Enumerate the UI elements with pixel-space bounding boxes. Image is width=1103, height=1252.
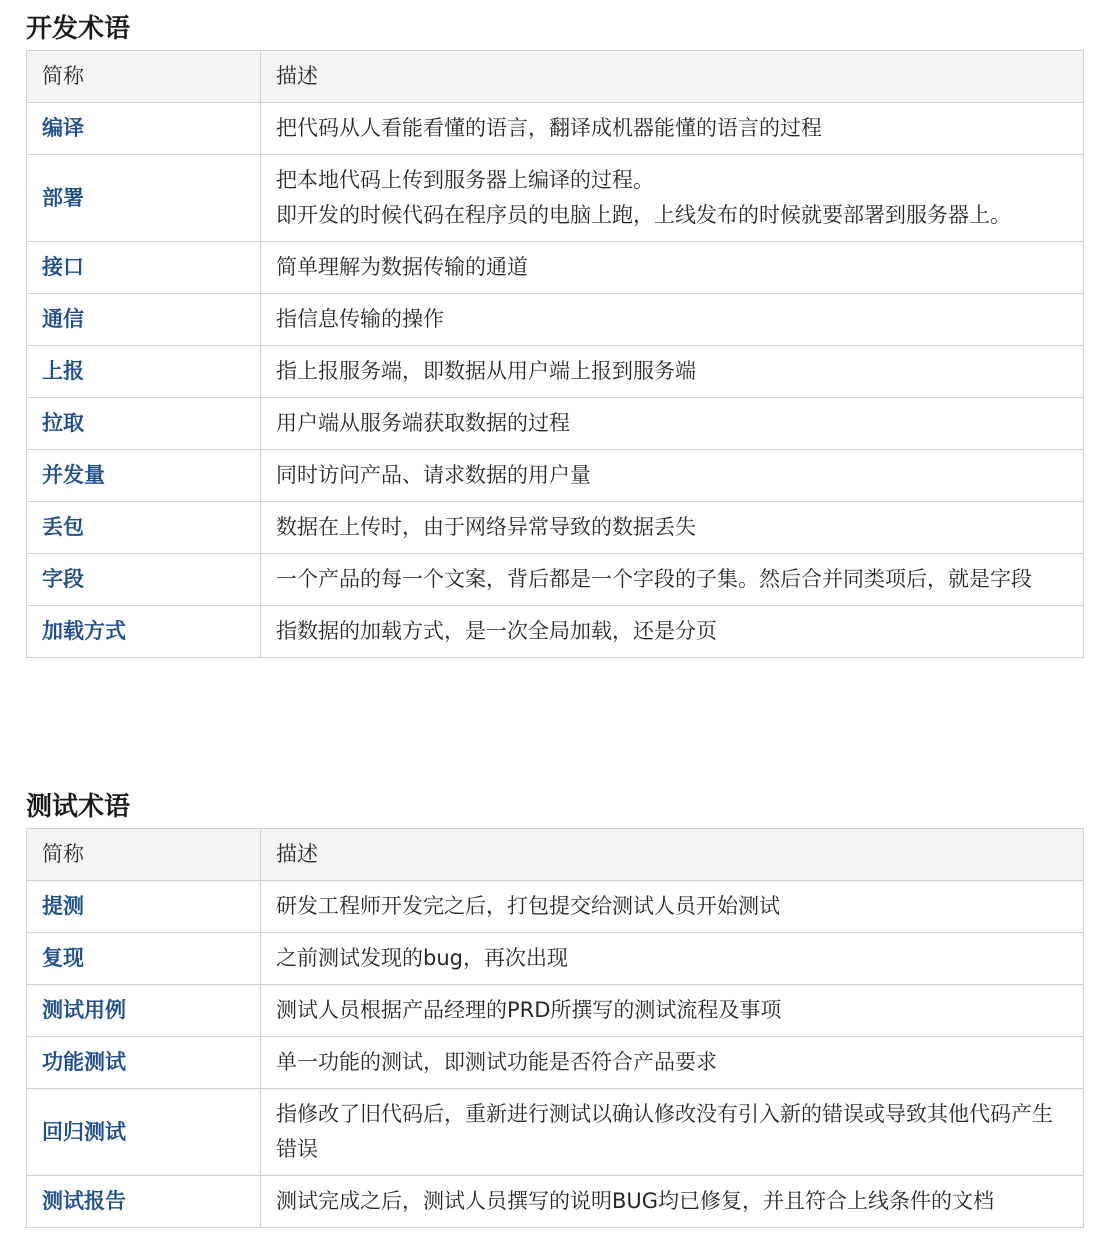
description-cell [261, 103, 1084, 155]
description-cell [261, 346, 1084, 398]
dev-terms-body [27, 103, 1084, 658]
table-row [27, 606, 1084, 658]
description-cell [261, 1089, 1084, 1176]
column-header-desc: 描述 [261, 829, 1084, 881]
description-cell [261, 606, 1084, 658]
description-line: 指数据的加载方式，是一次全局加载，还是分页 [276, 619, 717, 643]
description-line: 之前测试发现的bug，再次出现 [276, 946, 568, 970]
table-row [27, 881, 1084, 933]
column-header-term: 简称 [27, 829, 261, 881]
description-cell [261, 450, 1084, 502]
description-cell [261, 155, 1084, 242]
description-line: 把本地代码上传到服务器上编译的过程。 [276, 168, 654, 192]
description-line: 把代码从人看能看懂的语言，翻译成机器能懂的语言的过程 [276, 116, 822, 140]
table-row [27, 985, 1084, 1037]
description-line: 数据在上传时，由于网络异常导致的数据丢失 [276, 515, 696, 539]
test-terms-body [27, 881, 1084, 1228]
description-line: 简单理解为数据传输的通道 [276, 255, 528, 279]
description-cell [261, 985, 1084, 1037]
term-cell: 编译 [27, 103, 261, 155]
table-row [27, 450, 1084, 502]
term-cell: 测试报告 [27, 1176, 261, 1228]
table-row [27, 933, 1084, 985]
table-row [27, 554, 1084, 606]
description-line: 即开发的时候代码在程序员的电脑上跑，上线发布的时候就要部署到服务器上。 [276, 203, 1011, 227]
description-line: 研发工程师开发完之后，打包提交给测试人员开始测试 [276, 894, 780, 918]
section-title-dev-terms: 开发术语 [26, 14, 131, 44]
description-cell [261, 1037, 1084, 1089]
term-cell: 上报 [27, 346, 261, 398]
description-line: 用户端从服务端获取数据的过程 [276, 411, 570, 435]
description-cell [261, 294, 1084, 346]
test-terms-table [26, 828, 1084, 1228]
description-line: 测试人员根据产品经理的PRD所撰写的测试流程及事项 [276, 998, 782, 1022]
description-line: 测试完成之后，测试人员撰写的说明BUG均已修复，并且符合上线条件的文档 [276, 1189, 995, 1213]
table-row [27, 1037, 1084, 1089]
term-cell: 部署 [27, 155, 261, 242]
term-cell: 并发量 [27, 450, 261, 502]
term-cell: 复现 [27, 933, 261, 985]
table-row [27, 346, 1084, 398]
description-cell [261, 933, 1084, 985]
table-header-row [27, 829, 1084, 881]
table-row [27, 398, 1084, 450]
column-header-desc: 描述 [261, 51, 1084, 103]
description-cell [261, 398, 1084, 450]
table-row [27, 1176, 1084, 1228]
description-cell [261, 502, 1084, 554]
term-cell: 拉取 [27, 398, 261, 450]
term-cell: 测试用例 [27, 985, 261, 1037]
table-row [27, 502, 1084, 554]
description-cell [261, 554, 1084, 606]
term-cell: 回归测试 [27, 1089, 261, 1176]
description-cell [261, 1176, 1084, 1228]
dev-terms-table [26, 50, 1084, 658]
term-cell: 接口 [27, 242, 261, 294]
description-cell [261, 242, 1084, 294]
description-line: 同时访问产品、请求数据的用户量 [276, 463, 591, 487]
term-cell: 提测 [27, 881, 261, 933]
table-header-row [27, 51, 1084, 103]
table-row [27, 155, 1084, 242]
term-cell: 通信 [27, 294, 261, 346]
table-row [27, 1089, 1084, 1176]
term-cell: 丢包 [27, 502, 261, 554]
table-row [27, 242, 1084, 294]
term-cell: 字段 [27, 554, 261, 606]
table-row [27, 294, 1084, 346]
table-row [27, 103, 1084, 155]
term-cell: 功能测试 [27, 1037, 261, 1089]
description-line: 指信息传输的操作 [276, 307, 444, 331]
description-line: 一个产品的每一个文案，背后都是一个字段的子集。然后合并同类项后，就是字段 [276, 567, 1032, 591]
description-line: 单一功能的测试，即测试功能是否符合产品要求 [276, 1050, 717, 1074]
term-cell: 加载方式 [27, 606, 261, 658]
section-title-test-terms: 测试术语 [26, 792, 131, 822]
column-header-term: 简称 [27, 51, 261, 103]
description-line: 指修改了旧代码后，重新进行测试以确认修改没有引入新的错误或导致其他代码产生错误 [276, 1102, 1053, 1161]
description-line: 指上报服务端，即数据从用户端上报到服务端 [276, 359, 696, 383]
description-cell [261, 881, 1084, 933]
